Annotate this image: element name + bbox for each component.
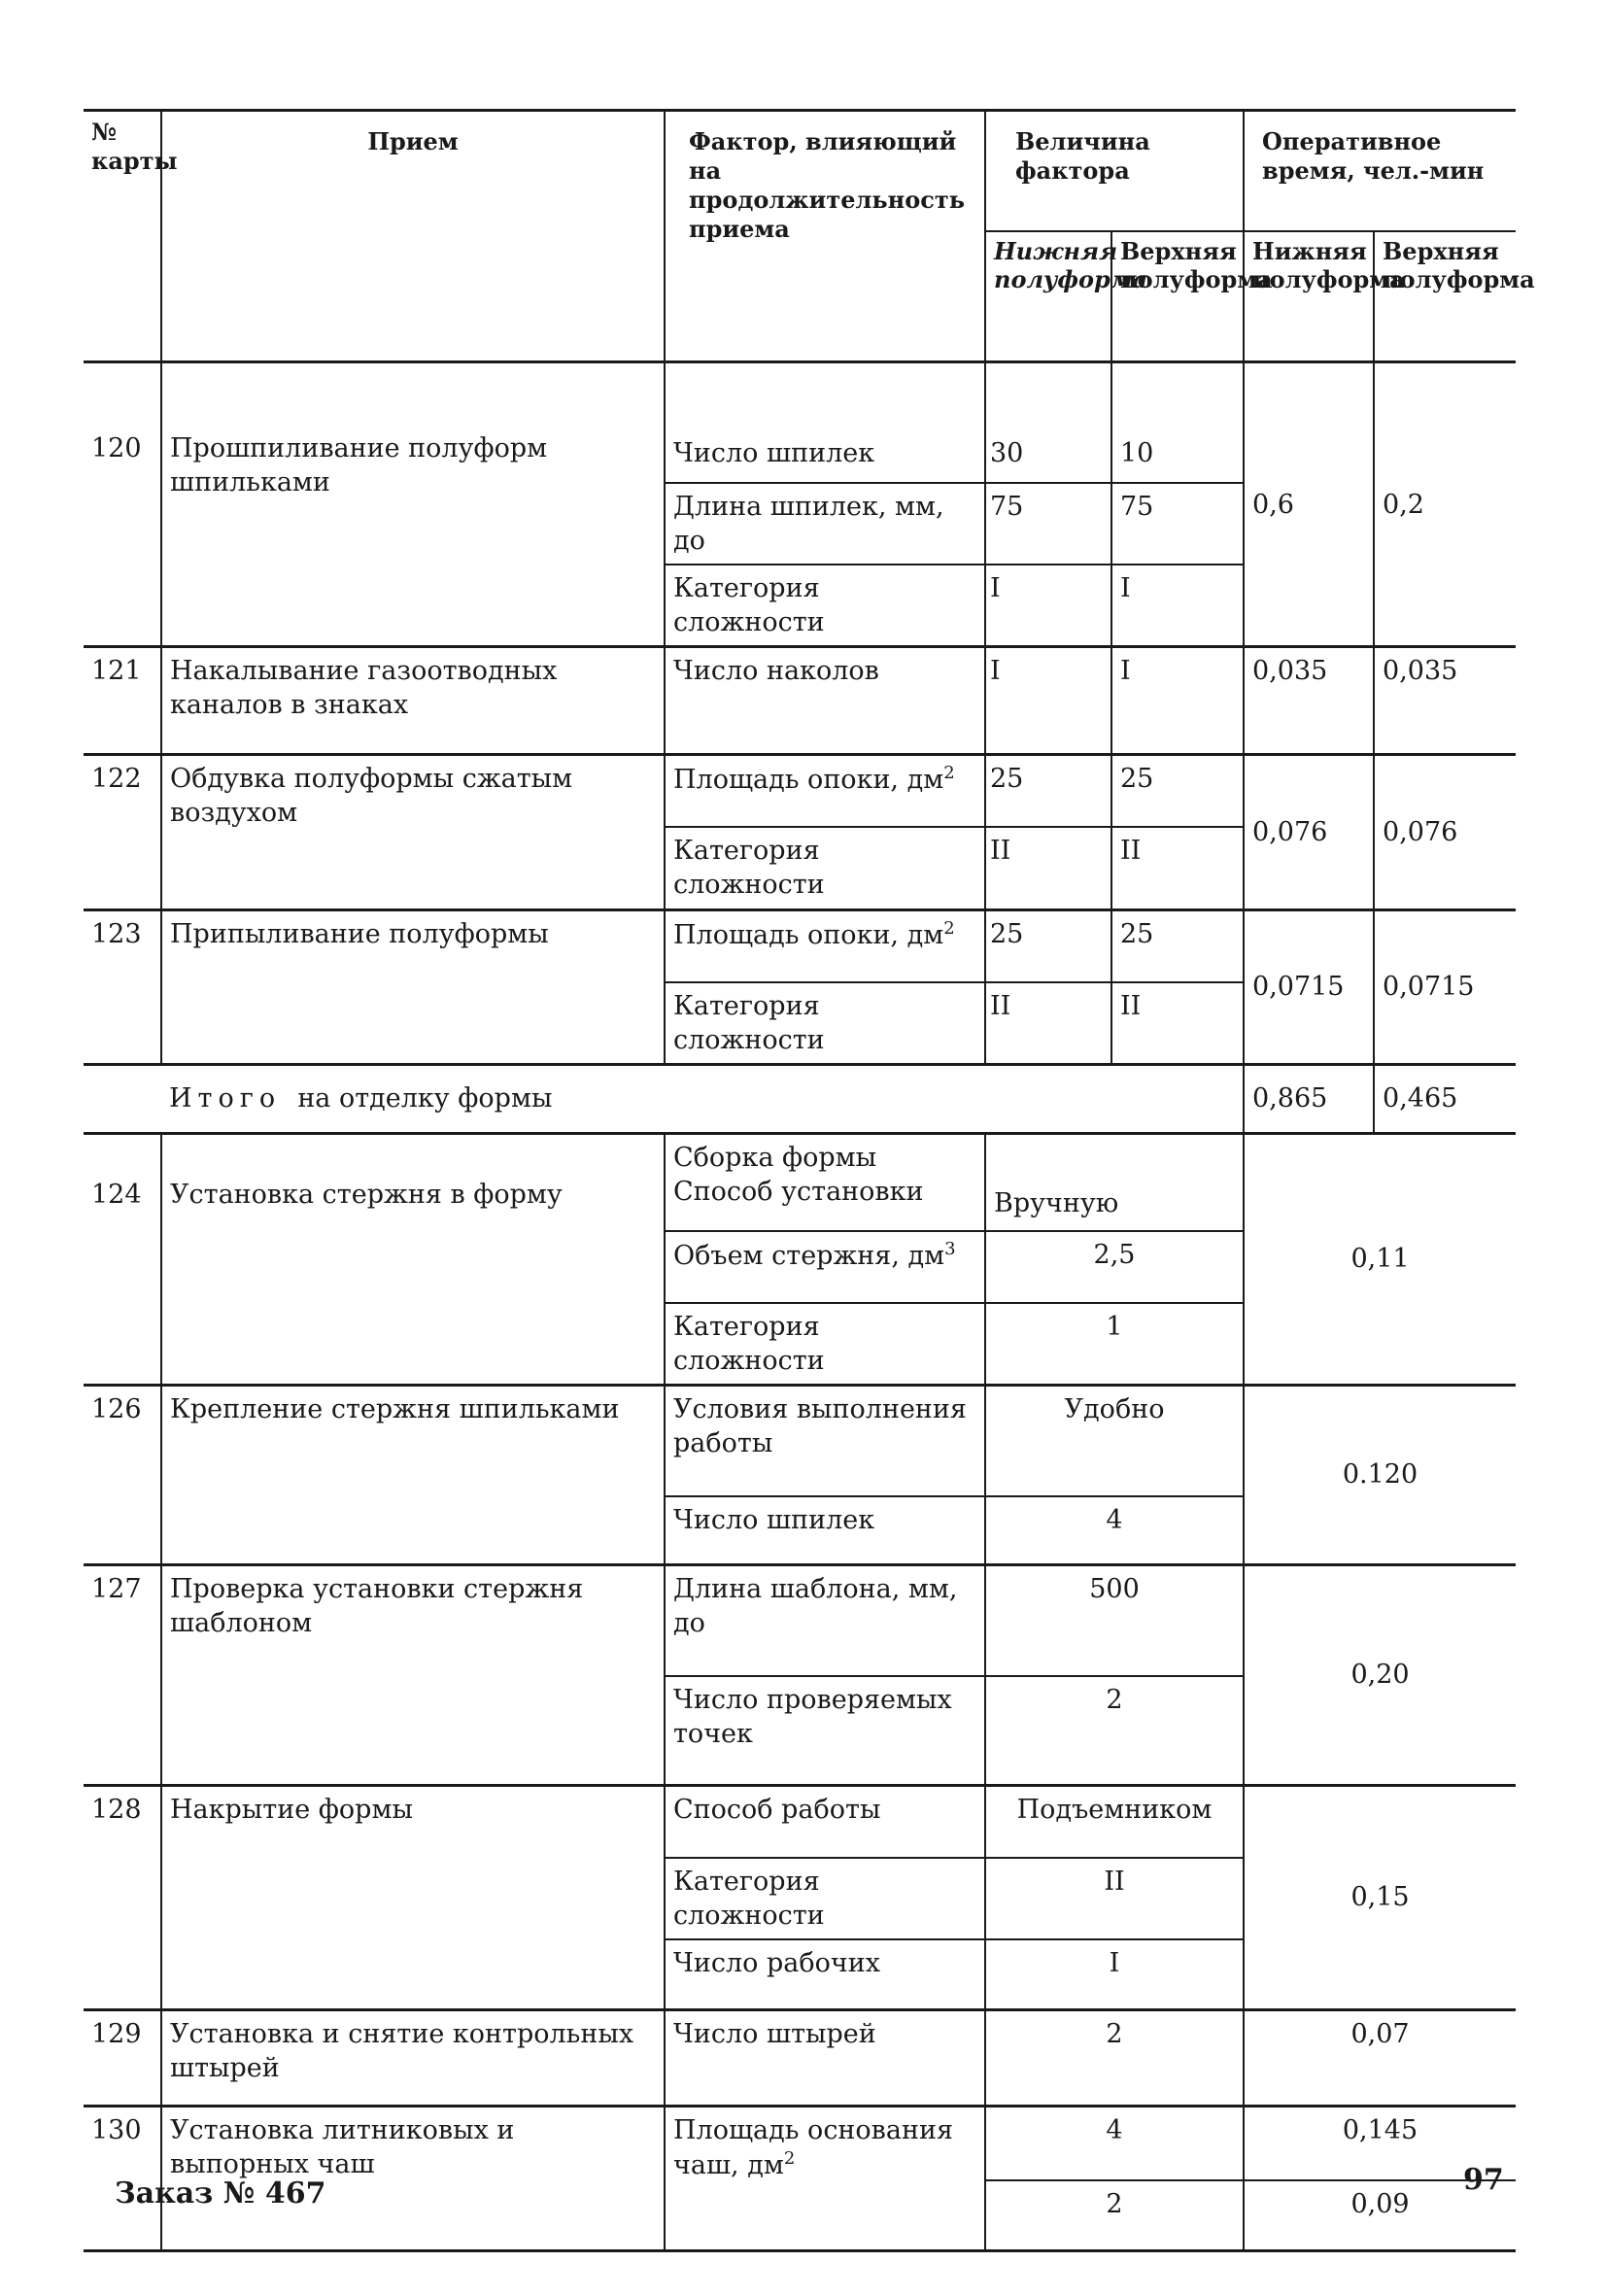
value-upper-120-3: I: [1111, 565, 1244, 647]
total-label-b: на отделку формы: [297, 1083, 553, 1114]
table-row-122: [84, 755, 1516, 828]
value-upper-122-2: II: [1111, 827, 1244, 909]
time-upper-121: 0,035: [1374, 647, 1516, 755]
factor-126-1: Условия выполнения работы: [665, 1385, 985, 1496]
factor-124-1-text: Способ установки: [673, 1176, 924, 1207]
card-no-127: 127: [84, 1564, 161, 1785]
table-row-123: [84, 909, 1516, 982]
value-upper-123-2: II: [1111, 982, 1244, 1065]
factor-120-2: Длина шпилек, мм, до: [665, 483, 985, 565]
value-126-2: 4: [985, 1496, 1244, 1565]
value-upper-122-1: 25: [1111, 755, 1244, 828]
table-row-129: [84, 2010, 1516, 2107]
time-upper-120: 0,2: [1374, 362, 1516, 647]
card-no-130: 130: [84, 2107, 161, 2251]
value-130-2: 2: [985, 2180, 1244, 2251]
table-row-127: [84, 1564, 1516, 1676]
factor-124-2-text: Объем стержня, дм: [673, 1240, 945, 1271]
factor-120-3: Категория сложности: [665, 565, 985, 647]
factor-122-2: Категория сложности: [665, 827, 985, 909]
value-lower-122-2: II: [985, 827, 1111, 909]
technique-128: Накрытие формы: [161, 1785, 665, 2009]
factor-130-1: [665, 2107, 985, 2251]
sup-sq-122: 2: [943, 763, 955, 784]
time-lower-120: 0,6: [1244, 362, 1374, 647]
header-factor: Фактор, влияющий на продолжительность приема: [665, 111, 985, 362]
factor-129-1: Число штырей: [665, 2010, 985, 2107]
value-127-1: 500: [985, 1564, 1244, 1676]
card-no-128: 128: [84, 1785, 161, 2009]
factor-120-1: Число шпилек: [665, 362, 985, 484]
value-lower-121-1: I: [985, 647, 1111, 755]
table-row-total: [84, 1064, 1516, 1133]
section-assembly: Сборка формы: [673, 1142, 877, 1173]
value-129-1: 2: [985, 2010, 1244, 2107]
value-upper-120-2: 75: [1111, 483, 1244, 565]
technique-126: Крепление стержня шпильками: [161, 1385, 665, 1564]
total-label: [161, 1064, 1244, 1133]
value-upper-123-1: 25: [1111, 909, 1244, 982]
sup-cube-124: 3: [944, 1238, 956, 1259]
order-number: Заказ № 467: [115, 2176, 326, 2210]
technique-130: Установка литниковых и выпорных чаш: [161, 2107, 665, 2251]
factor-123-2: Категория сложности: [665, 982, 985, 1065]
value-128-3: I: [985, 1939, 1244, 2010]
value-lower-123-2: II: [985, 982, 1111, 1065]
time-128: 0,15: [1244, 1785, 1516, 2009]
technique-129: Установка и снятие контрольных штырей: [161, 2010, 665, 2107]
total-time-lower: 0,865: [1244, 1064, 1374, 1133]
time-130-1: 0,145: [1244, 2107, 1516, 2181]
factor-124-2: [665, 1231, 985, 1303]
header-op-time: Оперативное время, чел.-мин: [1244, 111, 1516, 232]
factor-128-3: Число рабочих: [665, 1939, 985, 2010]
technique-121: Накалывание газоотводных каналов в знаках: [161, 647, 665, 755]
technique-120: Прошпиливание полуформ шпильками: [161, 362, 665, 647]
value-lower-122-1: 25: [985, 755, 1111, 828]
factor-128-1: Способ работы: [665, 1785, 985, 1858]
time-lower-123: 0,0715: [1244, 909, 1374, 1064]
value-124-2: 2,5: [985, 1231, 1244, 1303]
card-no-129: 129: [84, 2010, 161, 2107]
value-lower-120-1: 30: [985, 362, 1111, 484]
time-130-2: 0,09: [1244, 2180, 1516, 2251]
value-128-1: Подъемником: [985, 1785, 1244, 1858]
header-upper-time: Верхняя полуформа: [1374, 231, 1516, 362]
technique-124: Установка стержня в форму: [161, 1133, 665, 1385]
factor-121-1: Число наколов: [665, 647, 985, 755]
table-row-128: [84, 1785, 1516, 1858]
time-lower-122: 0,076: [1244, 755, 1374, 909]
header-technique: Прием: [161, 111, 665, 362]
header-lower-factor: Нижняя полуформа: [985, 231, 1111, 362]
card-no-122: 122: [84, 755, 161, 909]
table-row-126: [84, 1385, 1516, 1496]
time-129: 0,07: [1244, 2010, 1516, 2107]
value-lower-123-1: 25: [985, 909, 1111, 982]
page-number: 97: [1463, 2163, 1504, 2197]
value-130-1: 4: [985, 2107, 1244, 2181]
factor-123-1-text: Площадь опоки, дм: [673, 919, 944, 950]
card-no-124: 124: [84, 1133, 161, 1385]
header-factor-value: Величина фактора: [985, 111, 1244, 232]
value-lower-120-2: 75: [985, 483, 1111, 565]
value-127-2: 2: [985, 1676, 1244, 1786]
value-upper-121-1: I: [1111, 647, 1244, 755]
header-lower-time: Нижняя полуформа: [1244, 231, 1374, 362]
time-upper-122: 0,076: [1374, 755, 1516, 909]
technique-127: Проверка установки стержня шаблоном: [161, 1564, 665, 1785]
factor-127-2: Число проверяемых точек: [665, 1676, 985, 1786]
factor-126-2: Число шпилек: [665, 1496, 985, 1565]
total-time-upper: 0,465: [1374, 1064, 1516, 1133]
card-no-121: 121: [84, 647, 161, 755]
header-card-no: № карты: [84, 111, 161, 362]
value-124-1: Вручную: [985, 1133, 1244, 1231]
technique-123: Припыливание полуформы: [161, 909, 665, 1064]
time-upper-123: 0,0715: [1374, 909, 1516, 1064]
card-no-123: 123: [84, 909, 161, 1064]
table-row-124: [84, 1133, 1516, 1231]
factor-128-2: Категория сложности: [665, 1858, 985, 1939]
table-row-120: [84, 362, 1516, 484]
factor-124-3: Категория сложности: [665, 1303, 985, 1386]
card-no-120: 120: [84, 362, 161, 647]
total-label-a: Итого: [169, 1083, 282, 1114]
header-upper-factor: Верхняя полуформа: [1111, 231, 1244, 362]
time-126: 0.120: [1244, 1385, 1516, 1564]
value-124-3: 1: [985, 1303, 1244, 1386]
value-128-2: II: [985, 1858, 1244, 1939]
value-126-1: Удобно: [985, 1385, 1244, 1496]
time-127: 0,20: [1244, 1564, 1516, 1785]
sup-sq-130: 2: [783, 2148, 796, 2170]
card-no-126: 126: [84, 1385, 161, 1564]
factor-122-1-text: Площадь опоки, дм: [673, 765, 944, 796]
sup-sq-123: 2: [943, 917, 955, 939]
factor-127-1: Длина шаблона, мм, до: [665, 1564, 985, 1676]
technique-122: Обдувка полуформы сжатым воздухом: [161, 755, 665, 909]
factor-122-1: [665, 755, 985, 828]
factor-123-1: [665, 909, 985, 982]
total-spacer: [84, 1064, 161, 1133]
table-header-row: [84, 111, 1516, 232]
time-124: 0,11: [1244, 1133, 1516, 1385]
value-upper-120-1: 10: [1111, 362, 1244, 484]
table-row-130: [84, 2107, 1516, 2181]
time-lower-121: 0,035: [1244, 647, 1374, 755]
factor-130-1-text: Площадь основания чаш, дм: [673, 2115, 954, 2181]
value-lower-120-3: I: [985, 565, 1111, 647]
table-row-121: [84, 647, 1516, 755]
operations-table: [84, 109, 1535, 2252]
factor-124-1: [665, 1133, 985, 1231]
